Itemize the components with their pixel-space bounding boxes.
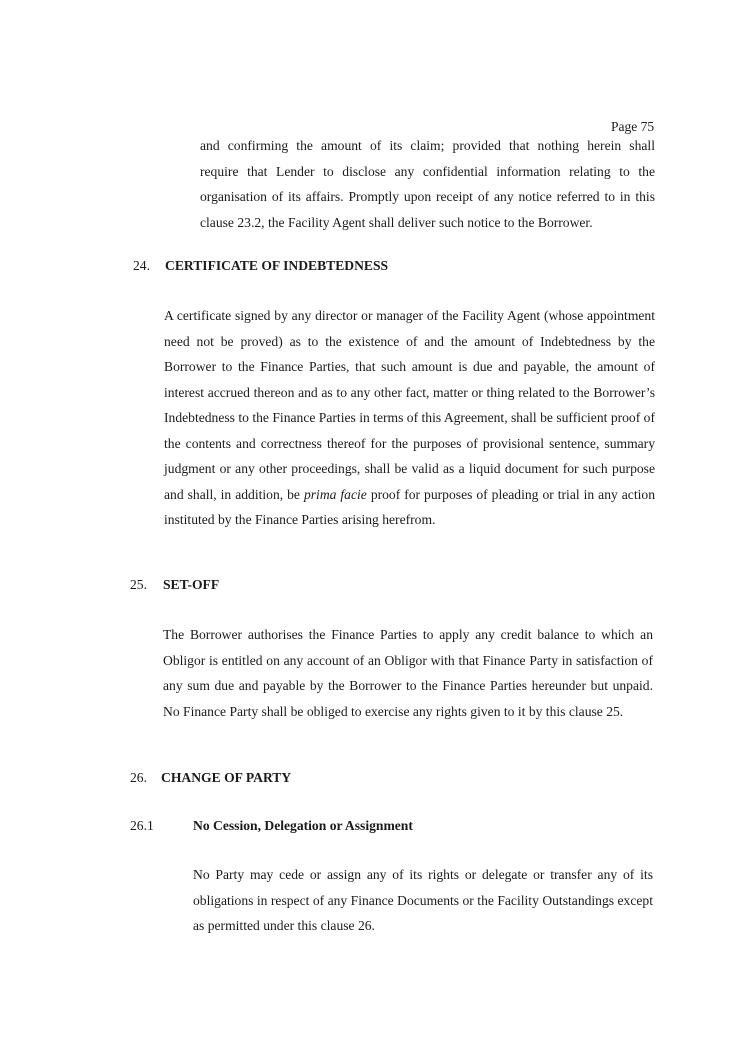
section-24-body-end: proof for purposes of pleading or trial in any action instituted by the Finance Parties arising herefrom. bbox=[164, 486, 655, 527]
continuation-line: and confirming the amount of its claim; provided that nothing herein shall bbox=[200, 138, 655, 153]
continuation-line: organisation of its affairs. Promptly upon receipt of any notice referred to in this bbox=[200, 189, 655, 204]
section-25-body: The Borrower authorises the Finance Parties to apply any credit balance to which an Obligor is entitled on any account of an Obligor with that Finance Party in satisfaction of any sum due and payable by the Borrower to the Finance Parties hereunder but unpaid. No Finance Party shall be obliged to exercise any rights given to it by this clause 25. bbox=[163, 627, 653, 719]
section-26-1-title: No Cession, Delegation or Assignment bbox=[193, 818, 413, 833]
section-25-title: SET-OFF bbox=[163, 577, 220, 592]
section-26-title: CHANGE OF PARTY bbox=[161, 770, 292, 785]
section-26-1-body: No Party may cede or assign any of its rights or delegate or transfer any of its obligations in respect of any Finance Documents or the Facility Outstandings except as permitted under this clause 26. bbox=[193, 867, 653, 933]
section-24-number: 24. bbox=[133, 258, 150, 273]
section-24-body-italic: prima facie bbox=[303, 486, 367, 502]
section-26-number: 26. bbox=[130, 770, 147, 785]
page-number: Page 75 bbox=[611, 119, 655, 134]
continuation-line: clause 23.2, the Facility Agent shall deliver such notice to the Borrower. bbox=[200, 215, 593, 230]
section-24-body-start: A certificate signed by any director or manager of the Facility Agent (whose appointment need not be proved) as to the existence of and the amount of Indebtedness by the Borrower to the Finance Parties, that such amount is due and payable, the amount of interest accrued thereon and as to any other fact, matter or thing related to the Borrower’s Indebtedness to the Finance Parties in terms of this Agreement, shall be sufficient proof of the contents and correctness thereof for the purposes of provisional sentence, summary judgment or any other proceedings, shall be valid as a liquid document for such purpose and shall, in addition, be bbox=[164, 308, 655, 502]
section-25-number: 25. bbox=[130, 577, 147, 592]
section-26-1-number: 26.1 bbox=[130, 818, 154, 833]
section-24-body bbox=[164, 303, 655, 533]
continuation-line: require that Lender to disclose any confidential information relating to the bbox=[200, 164, 655, 179]
section-24-title: CERTIFICATE OF INDEBTEDNESS bbox=[165, 258, 389, 273]
